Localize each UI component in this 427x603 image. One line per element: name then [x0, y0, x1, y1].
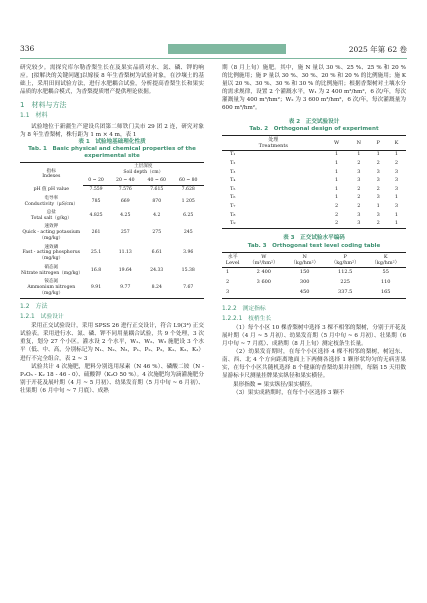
- table-cell: 1: [334, 159, 339, 166]
- table-cell: 337.5: [338, 288, 353, 295]
- table-cell: 1: [394, 151, 399, 158]
- row-label-en: Nitrate nitrogen（mg/kg）: [21, 270, 83, 276]
- table-cell: 3: [357, 177, 361, 184]
- body-paragraph: （1）每个小区 10 棵香梨树中选择 3 棵不相邻的梨树，分别于开花及展叶期（4 月 ~ 5 月初）、幼果发育期（5 月中旬 ~ 6 月初）、壮果期（6 月中旬 ~ 7 月底）、成熟期（8 月上旬）测定枝条生长量。: [222, 324, 406, 348]
- subsection-heading: 1.2 方法: [20, 302, 48, 310]
- table-cell: 1: [334, 151, 339, 158]
- table-row: [222, 160, 406, 169]
- table-cell: [20, 243, 83, 263]
- table-cell: T₈: [230, 211, 236, 218]
- row-label-en: Quick - acting potassium（mg/kg）: [22, 230, 81, 242]
- table-cell: 1: [334, 185, 339, 192]
- table-cell: 16.8: [90, 267, 102, 273]
- table-caption-cn: 表 3 正交试验水平编码: [283, 235, 345, 242]
- table-header: 指标 Indexes: [42, 168, 61, 180]
- table-row: [222, 220, 406, 229]
- table-cell: 870: [152, 198, 162, 204]
- body-paragraph: 果形指数 = 果实纵径/果实横径。: [233, 381, 316, 388]
- table-header: P: [369, 135, 387, 150]
- table-cell: 7.576: [118, 187, 132, 193]
- table-cell: 1: [376, 151, 380, 158]
- table-cell: 3.96: [183, 250, 194, 256]
- subsubsection-heading: 1.2.2.1 枝梢生长: [222, 315, 272, 322]
- table-cell: 1: [334, 177, 339, 184]
- row-label-en: Fast - acting phosphorus（mg/kg）: [22, 250, 81, 262]
- table-cell: T₂: [230, 159, 236, 166]
- body-paragraph: （2）幼果发育期时，在每个小区选择 4 棵不相邻的梨树，树冠东、南、西、北 4 个方向距离地面上下两侧各选择 1 颗形状均匀的无病害果实，在每个小区共随机选择 8 个健康的香梨幼果并挂牌，每隔 15 天用数显游标卡尺测量挂牌果实纵径和果实横径。: [222, 349, 406, 380]
- table-cell: 2: [357, 185, 361, 192]
- table-cell: 25.1: [90, 250, 102, 256]
- table-cell: [20, 209, 83, 223]
- intro-paragraph: 研究较少。需探究库尔勒香梨生长在及果实品质对水、氮、磷、钾的响应。[拟解决的关键问题]以嫁接 8 年生香梨树为试验对象，在沙壤土的基础上，采用田间试验方法，进行水肥耦合试验，分析提高香梨生长和果实品质的水肥耦合模式，为香梨提质增产提供理论依据。: [20, 65, 204, 96]
- table-cell: 1: [334, 194, 339, 201]
- table-caption-en: Tab. 1 Basic physical and chemical properties of the experimental site: [28, 145, 196, 160]
- table-row: [20, 223, 204, 243]
- table-caption-en: Tab. 2 Orthogonal design of experiment: [249, 125, 379, 132]
- table-cell: T₃: [230, 168, 236, 175]
- section-heading: 1 材料与方法: [20, 101, 67, 110]
- row-label-cn: 速效钾: [44, 224, 59, 230]
- table-header: 水平 Level: [222, 252, 243, 267]
- table-cell: 11.13: [118, 250, 132, 256]
- table-cell: 3: [394, 177, 399, 184]
- table-cell: 1: [226, 268, 230, 275]
- table-cell: 2: [376, 159, 380, 166]
- table-cell: 3: [394, 168, 399, 175]
- table-row: [222, 150, 406, 159]
- table-header: 0 ~ 20: [83, 177, 110, 185]
- table-cell: 6.61: [151, 250, 162, 256]
- table-cell: T₄: [230, 177, 236, 184]
- subsection-heading: 1.1 材料: [20, 112, 48, 120]
- table-cell: 1: [394, 194, 399, 201]
- table-header: 60 ~ 80: [173, 177, 205, 185]
- table-cell: 1: [394, 211, 399, 218]
- table-cell: 275: [152, 230, 162, 236]
- table-row: [222, 168, 406, 177]
- table-cell: T₉: [230, 220, 236, 227]
- table-cell: 3: [376, 177, 380, 184]
- table-cell: 450: [299, 288, 310, 295]
- row-label-en: Ammonium nitrogen（mg/kg）: [27, 284, 76, 296]
- row-label-cn: pH 值 pH value: [33, 186, 69, 192]
- table-cell: 4.2: [153, 212, 161, 218]
- row-label-en: Total salt（g/kg）: [30, 215, 72, 221]
- table-cell: [20, 194, 83, 208]
- row-label-cn: 硝态氮: [44, 264, 59, 270]
- table-cell: 2: [334, 211, 339, 218]
- table-cell: 3: [394, 185, 399, 192]
- soil-properties-table: [20, 162, 204, 299]
- table-cell: 150: [299, 268, 310, 275]
- table-row: [222, 278, 406, 288]
- body-paragraph: 采用正交试验设计，采用 SPSS 26 进行正交设计，符合 L9(3⁴) 正交试验表。采用进行水、氮、磷、钾不同用量耦合试验，共 9 个处理，3 次重复，划分 27 个小区。灌水设 2 个水平，W₁、W₂、W₃ 施肥设 3 个水平（低、中、高，分别标记为 N₁、N₂、N₃，P₁、P₂、P₃，K₁、K₂、K₃）进行不完全组合，表 2 ~ 3: [20, 323, 204, 362]
- table-cell: 24.33: [150, 267, 164, 273]
- table-cell: 3: [357, 211, 361, 218]
- table-cell: 3: [376, 211, 380, 218]
- table-caption-cn: 表 1 试验地基础理化性质: [78, 138, 146, 145]
- table-cell: 112.5: [338, 268, 353, 275]
- table-header: W （m³/hm²）: [243, 252, 284, 267]
- body-paragraph: 试验共计 4 次施肥，肥料分别选用尿素（N 46 %）、磷酸二铵（N - P₂O₅ - K₂ 18 - 46 - 0）、硫酸钾（K₂O 50 %）。4 次施肥均为滴灌施肥分别于开花及展叶期（4 月 ~ 5 月初）、幼果发育期（5 月中旬 ~ 6 月初）、壮果期（6 月中旬 ~ 7 月底）、成熟: [20, 363, 204, 394]
- table-row: [20, 194, 204, 208]
- table-cell: 2: [334, 220, 339, 227]
- table-cell: 2: [376, 220, 380, 227]
- table-row: [222, 288, 406, 299]
- table-row: [222, 185, 406, 194]
- table-cell: T₇: [230, 202, 236, 209]
- table-row: [222, 203, 406, 212]
- table-cell: 7.67: [183, 284, 194, 290]
- table-row: [222, 267, 406, 278]
- table-cell: 2: [357, 202, 361, 209]
- body-paragraph: （3）果实成熟期时，在每个小区选择 3 颗不: [233, 389, 345, 396]
- table-cell: 2: [394, 159, 399, 166]
- table-cell: 1: [376, 202, 380, 209]
- table-row: [222, 177, 406, 186]
- table-cell: 3: [357, 220, 361, 227]
- table-cell: 3: [394, 202, 399, 209]
- table-cell: 1: [357, 151, 361, 158]
- level-coding-table: [222, 252, 406, 299]
- table-cell: 245: [183, 230, 193, 236]
- table-header: K: [387, 135, 406, 150]
- right-column: [222, 64, 406, 397]
- table-cell: T₅: [230, 185, 236, 192]
- table-row: [20, 185, 204, 194]
- table-row: [222, 194, 406, 203]
- table-cell: [20, 278, 83, 299]
- table-cell: [20, 185, 83, 194]
- table-row: [20, 209, 204, 223]
- table-cell: 4.825: [89, 212, 103, 218]
- left-column: [20, 64, 204, 395]
- table-cell: 3: [376, 168, 380, 175]
- table-row: [222, 211, 406, 220]
- body-paragraph: 期（8 月上旬）施肥。其中，施 N 量以 30 %、25 %、25 % 和 20 % 的比例施用；施 P 量以 30 %、30 %、20 % 和 20 % 的比例施用；施 K 量以 20 %、30 %、30 % 和 30 % 的比例施用；根据香梨树对土壤水分的需求规律，设置 2 个灌溉水平，W₁ 为 2 400 m³/hm²，6 次/年，每次灌溉量为 400 m³/hm²；W₂ 为 3 600 m³/hm²，6 次/年，每次灌溉量为 600 m³/hm²。: [222, 65, 406, 112]
- table-cell: 7.628: [181, 187, 195, 193]
- table-cell: 4.25: [120, 212, 131, 218]
- table-header: W: [325, 135, 349, 150]
- table-cell: 3: [376, 194, 380, 201]
- page-number: 336: [20, 44, 35, 53]
- table-cell: 15.38: [181, 267, 195, 273]
- table-cell: 9.77: [120, 284, 131, 290]
- table-cell: [20, 223, 83, 243]
- table-header: 土层深度 Soil depth（cm）: [123, 164, 164, 176]
- table-header: 20 ~ 40: [110, 177, 141, 185]
- orthogonal-design-table: [222, 135, 406, 229]
- table-cell: 3: [226, 288, 230, 295]
- row-label-en: Conductivity（μS/cm）: [24, 201, 78, 207]
- table-row: [20, 243, 204, 263]
- table-cell: [20, 263, 83, 277]
- header-color-band: [168, 44, 286, 54]
- table-header: N （kg/hm²）: [284, 252, 325, 267]
- body-paragraph: 试验地位于新疆生产建设兵团第二师铁门关市 29 团 2 连，研究对象为 8 年生香梨树，株行距为 1 m × 4 m，表 1: [20, 123, 204, 138]
- table-cell: 165: [380, 288, 391, 295]
- table-header: 40 ~ 60: [141, 177, 172, 185]
- table-cell: 9.91: [90, 284, 102, 290]
- table-cell: 8.24: [151, 284, 162, 290]
- table-cell: 2: [357, 194, 361, 201]
- table-cell: 2: [334, 202, 339, 209]
- subsubsection-heading: 1.2.1 试验设计: [20, 314, 64, 321]
- table-cell: 55: [382, 268, 389, 275]
- page-header: [20, 44, 407, 56]
- table-cell: 669: [120, 198, 130, 204]
- row-label-cn: 电导率: [44, 195, 59, 201]
- table-header: 处理 Treatments: [222, 135, 325, 150]
- table-row: [20, 263, 204, 277]
- table-cell: 261: [91, 230, 101, 236]
- table-row: [20, 278, 204, 299]
- row-label-cn: 总盐: [46, 210, 56, 216]
- table-cell: 2: [376, 185, 380, 192]
- table-cell: 1: [394, 220, 399, 227]
- table-cell: 19.64: [118, 267, 132, 273]
- table-cell: 3: [357, 168, 361, 175]
- table-cell: T₁: [230, 151, 236, 158]
- table-cell: 2: [357, 159, 361, 166]
- journal-year: 2025 年第 62 卷: [348, 45, 407, 54]
- subsubsection-heading: 1.2.2 测定指标: [222, 305, 266, 312]
- table-cell: 1: [334, 168, 339, 175]
- table-header: P （kg/hm²）: [325, 252, 366, 267]
- table-cell: 225: [340, 278, 350, 285]
- table-cell: 3 600: [256, 278, 271, 285]
- table-caption-cn: 表 2 正交试验设计: [288, 118, 340, 125]
- table-cell: 7.615: [150, 187, 164, 193]
- row-label-cn: 速效磷: [44, 244, 59, 250]
- table-cell: 300: [299, 278, 310, 285]
- table-cell: [243, 288, 284, 299]
- row-label-cn: 铵态氮: [44, 279, 59, 285]
- table-cell: 2 400: [256, 268, 271, 275]
- table-cell: T₆: [230, 194, 236, 201]
- table-cell: 110: [380, 278, 391, 285]
- table-header: N: [348, 135, 369, 150]
- table-cell: 257: [120, 230, 130, 236]
- table-cell: 785: [91, 198, 101, 204]
- table-caption-en: Tab. 3 Orthogonal test level coding table: [247, 242, 381, 249]
- header-rule: [20, 58, 407, 59]
- table-cell: 1 205: [181, 198, 195, 204]
- table-cell: 7.559: [89, 187, 103, 193]
- table-header: K （kg/hm²）: [365, 252, 406, 267]
- table-cell: 6.25: [183, 212, 194, 218]
- table-cell: 2: [226, 278, 230, 285]
